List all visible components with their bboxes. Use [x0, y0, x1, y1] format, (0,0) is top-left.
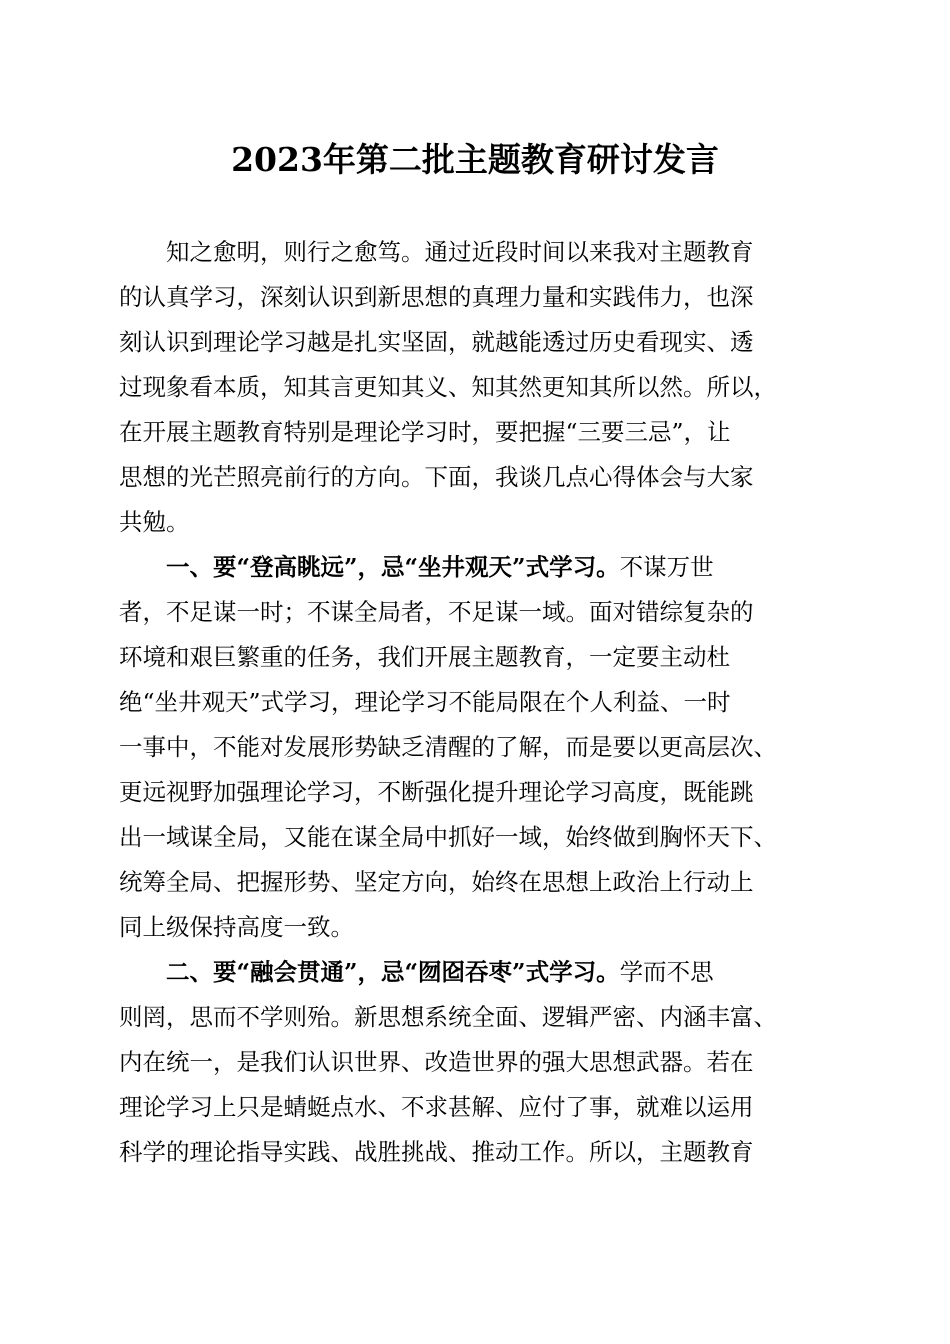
text-line: 内在统一，是我们认识世界、改造世界的强大思想武器。若在	[119, 1048, 754, 1076]
text-line: 出一域谋全局，又能在谋全局中抓好一域，始终做到胸怀天下、	[119, 823, 777, 851]
paragraph-section-1	[119, 545, 829, 950]
text-line: 科学的理论指导实践、战胜挑战、推动工作。所以，主题教育	[119, 1138, 754, 1166]
paragraph-section-2	[119, 950, 829, 1175]
section-heading: 一、要“登高眺远”，忌“坐井观天”式学习。	[166, 553, 620, 581]
paragraph-intro	[119, 230, 829, 545]
document-body	[119, 230, 829, 1175]
text-line: 一事中，不能对发展形势缺乏清醒的了解，而是要以更高层次、	[119, 733, 777, 761]
text-run: 不谋万世	[619, 553, 714, 581]
text-line: 知之愈明，则行之愈笃。通过近段时间以来我对主题教育	[166, 238, 754, 266]
text-line: 的认真学习，深刻认识到新思想的真理力量和实践伟力，也深	[119, 283, 754, 311]
text-line: 思想的光芒照亮前行的方向。下面，我谈几点心得体会与大家	[119, 463, 754, 491]
text-line: 环境和艰巨繁重的任务，我们开展主题教育，一定要主动杜	[119, 643, 730, 671]
text-line: 则罔，思而不学则殆。新思想系统全面、逻辑严密、内涵丰富、	[119, 1003, 777, 1031]
text-line: 过现象看本质，知其言更知其义、知其然更知其所以然。所以，	[119, 373, 777, 401]
text-line: 在开展主题教育特别是理论学习时，要把握“三要三忌”，让	[119, 418, 731, 446]
text-line: 统筹全局、把握形势、坚定方向，始终在思想上政治上行动上	[119, 868, 754, 896]
text-line: 理论学习上只是蜻蜓点水、不求甚解、应付了事，就难以运用	[119, 1093, 754, 1121]
document-title: 2023年第二批主题教育研讨发言	[231, 140, 719, 179]
text-line: 绝“坐井观天”式学习，理论学习不能局限在个人利益、一时	[119, 688, 731, 716]
text-line: 刻认识到理论学习越是扎实坚固，就越能透过历史看现实、透	[119, 328, 754, 356]
text-line	[119, 950, 829, 995]
text-run: 学而不思	[619, 958, 714, 986]
text-line: 同上级保持高度一致。	[119, 913, 354, 941]
text-line	[119, 545, 829, 590]
text-line: 者，不足谋一时；不谋全局者，不足谋一域。面对错综复杂的	[119, 598, 754, 626]
text-line: 共勉。	[119, 508, 190, 536]
text-line: 更远视野加强理论学习，不断强化提升理论学习高度，既能跳	[119, 778, 754, 806]
section-heading: 二、要“融会贯通”，忌“囫囵吞枣”式学习。	[166, 958, 620, 986]
